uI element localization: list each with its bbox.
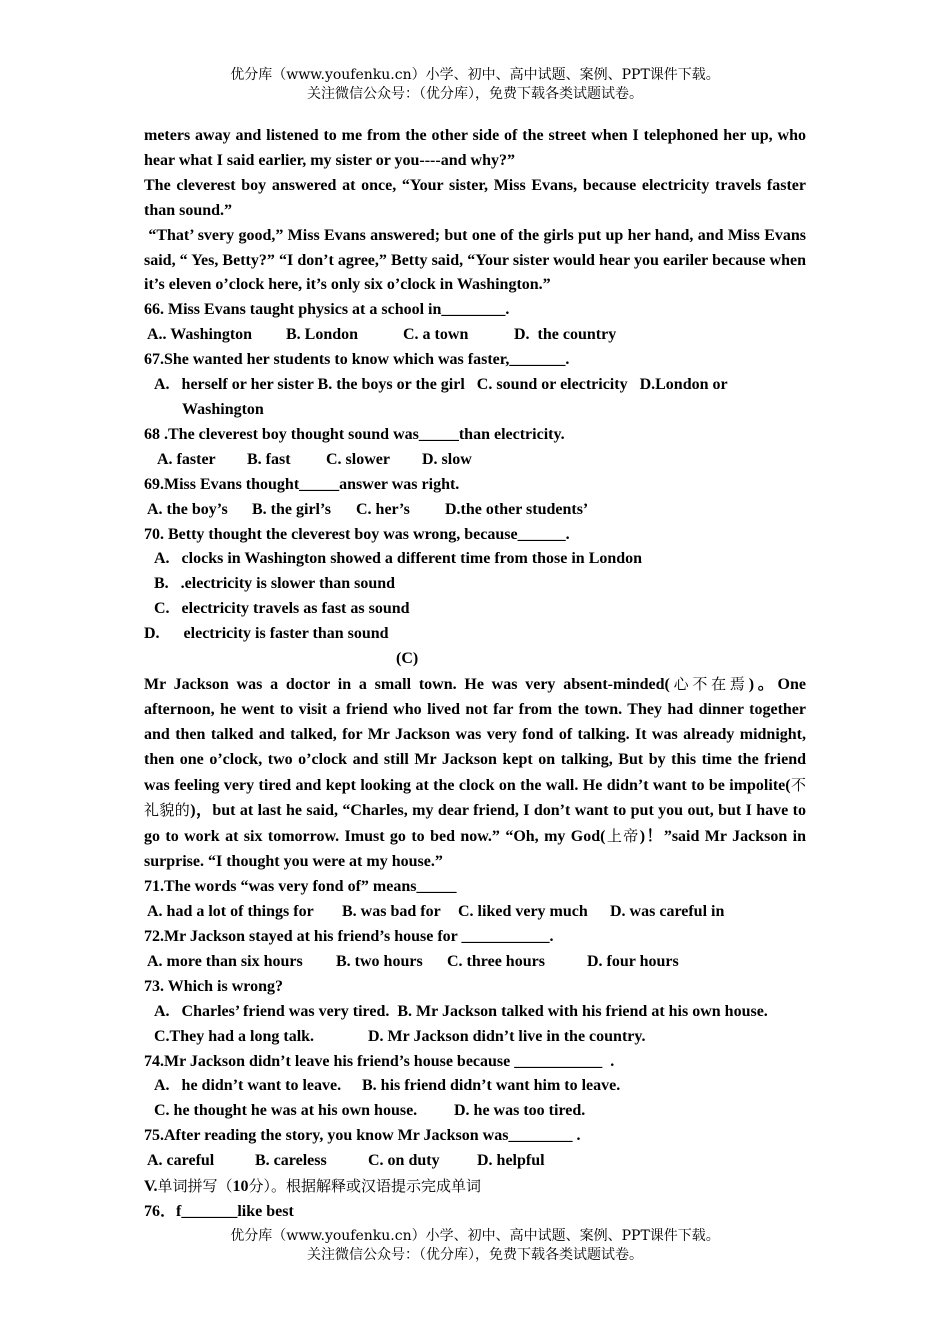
option-c: C. slower [326, 450, 390, 468]
passage-c-part-1: Mr Jackson was a doctor in a small town. He was very absent-minded( [144, 675, 670, 693]
question-73-options-row-2 [144, 1025, 806, 1050]
question-74-stem: 74.Mr Jackson didn’t leave his friend’s house because ___________ . [144, 1052, 615, 1070]
question-75-stem: 75.After reading the story, you know Mr Jackson was________ . [144, 1127, 581, 1145]
option-d: D. slow [422, 450, 472, 468]
option-b: B. the girl’s [252, 500, 331, 518]
option-d: D. he was too tired. [454, 1102, 586, 1120]
question-67-stem: 67.She wanted her students to know which was faster,_______. [144, 351, 570, 369]
section-v-prefix: V. [144, 1178, 158, 1196]
question-74-options-row-2 [144, 1099, 806, 1124]
option-c: C. her’s [356, 500, 410, 518]
option-b: B. two hours [336, 952, 423, 970]
section-v-heading [144, 1174, 806, 1200]
passage-c-gloss-1: 心不在焉 [669, 674, 749, 693]
option-d: D. four hours [587, 952, 679, 970]
page-footer [0, 1227, 950, 1265]
question-71-options [144, 900, 806, 925]
option-a: A. careful [147, 1152, 215, 1170]
question-67-options-cont: Washington [182, 400, 264, 418]
option-b: B. London [286, 326, 359, 344]
question-73-options-row-1: A. Charles’ friend was very tired. B. Mr Jackson talked with his friend at his own house. [154, 1002, 768, 1020]
option-c: C. liked very much [458, 903, 588, 921]
footer-line-2: 关注微信公众号：（优分库），免费下载各类试题试卷。 [307, 1247, 643, 1263]
option-c: C. three hours [447, 952, 545, 970]
option-d: D. helpful [477, 1152, 545, 1170]
passage-c-part-2: )。One afternoon, he went to visit a friend who lived not far from the town. They had dinner together and then talked and talked, for Mr Jackson was very fond of talking. It was already midnight, then one o’clock, two o’clock and still Mr Jackson kept on talking, But by this time the friend was feeling very tired and kept looking at the clock on the wall. He didn’t want to be impolite( [144, 675, 806, 794]
option-c: C. on duty [368, 1152, 440, 1170]
option-a: A. he didn’t want to leave. [154, 1077, 342, 1095]
question-70-stem: 70. Betty thought the cleverest boy was wrong, because______. [144, 525, 570, 543]
option-c: C. a town [403, 326, 469, 344]
passage-paragraph: “That’ svery good,” Miss Evans answered; but one of the girls put up her hand, and Miss Evans said, “ Yes, Betty?” “I don’t agree,” Betty said, “Your sister would hear you eariler because when it’s eleven o’clock here, it’s only six o’clock in Washington.” [144, 226, 811, 294]
question-71-stem: 71.The words “was very fond of” means_____ [144, 878, 457, 896]
option-d: D. electricity is faster than sound [144, 625, 389, 643]
question-76: 76．f_______like best [144, 1202, 294, 1220]
question-66-options [144, 323, 806, 348]
passage-c-gloss-2: 不礼貌的 [144, 775, 806, 820]
option-b: B. his friend didn’t want him to leave. [362, 1077, 621, 1095]
question-73-stem: 73. Which is wrong? [144, 977, 283, 995]
question-75-options [144, 1149, 806, 1174]
passage-c-gloss-3: 上帝 [605, 827, 640, 846]
passage-c [144, 672, 806, 875]
section-v-score: 10 [232, 1178, 249, 1196]
exam-content [144, 124, 811, 1225]
section-c-title: (C) [396, 650, 419, 668]
passage-paragraph: The cleverest boy answered at once, “Your sister, Miss Evans, because electricity travels faster than sound.” [144, 176, 806, 219]
section-v-text-1: 单词拼写（ [157, 1177, 233, 1196]
option-c: C. he thought he was at his own house. [154, 1102, 418, 1120]
passage-paragraph: meters away and listened to me from the other side of the street when I telephoned her up, who hear what I said earlier, my sister or you----and why?” [144, 127, 806, 169]
question-66-stem: 66. Miss Evans taught physics at a school in________. [144, 301, 510, 319]
question-67-options: A. herself or her sister B. the boys or the girl C. sound or electricity D.London or [154, 376, 728, 394]
option-a: A. the boy’s [147, 500, 228, 518]
option-b: B. fast [247, 450, 291, 468]
option-d: D. was careful in [610, 903, 725, 921]
question-74-options-row-1 [144, 1074, 806, 1099]
option-a: A. clocks in Washington showed a different time from those in London [154, 550, 643, 568]
section-v-text-2: 分）。根据解释或汉语提示完成单词 [248, 1177, 482, 1196]
option-d: D. the country [514, 326, 617, 344]
option-a: A.. Washington [147, 326, 253, 344]
option-a: A. had a lot of things for [147, 903, 314, 921]
passage-c-part-4: )！”said Mr Jackson in surprise. “I thought you were at my house.” [144, 828, 806, 871]
option-a: A. more than six hours [147, 952, 303, 970]
option-b: B. careless [255, 1152, 327, 1170]
option-c: C. electricity travels as fast as sound [154, 600, 410, 618]
question-72-options [144, 950, 806, 975]
option-d: D.the other students’ [445, 500, 589, 518]
option-b: B. .electricity is slower than sound [154, 575, 396, 593]
question-69-stem: 69.Miss Evans thought_____answer was right. [144, 475, 460, 493]
option-c: C.They had a long talk. [154, 1027, 315, 1045]
header-line-2: 关注微信公众号：（优分库），免费下载各类试题试卷。 [307, 86, 643, 102]
option-d: D. Mr Jackson didn’t live in the country. [368, 1027, 646, 1045]
passage-c-part-3: )，but at last he said, “Charles, my dear friend, I don’t want to put you out, but I have to go to work at six tomorrow. Imust go to bed now.” “Oh, my God( [144, 802, 806, 846]
header-line-1: 优分库（www.youfenku.cn）小学、初中、高中试题、案例、PPT课件下载。 [230, 67, 720, 83]
question-68-options [144, 448, 806, 473]
footer-line-1: 优分库（www.youfenku.cn）小学、初中、高中试题、案例、PPT课件下载。 [230, 1228, 720, 1244]
option-b: B. was bad for [342, 903, 441, 921]
page-header [0, 66, 950, 104]
option-a: A. faster [157, 450, 216, 468]
question-68-stem: 68 .The cleverest boy thought sound was_____than electricity. [144, 425, 565, 443]
question-72-stem: 72.Mr Jackson stayed at his friend’s house for ___________. [144, 928, 554, 945]
question-69-options [144, 498, 806, 523]
